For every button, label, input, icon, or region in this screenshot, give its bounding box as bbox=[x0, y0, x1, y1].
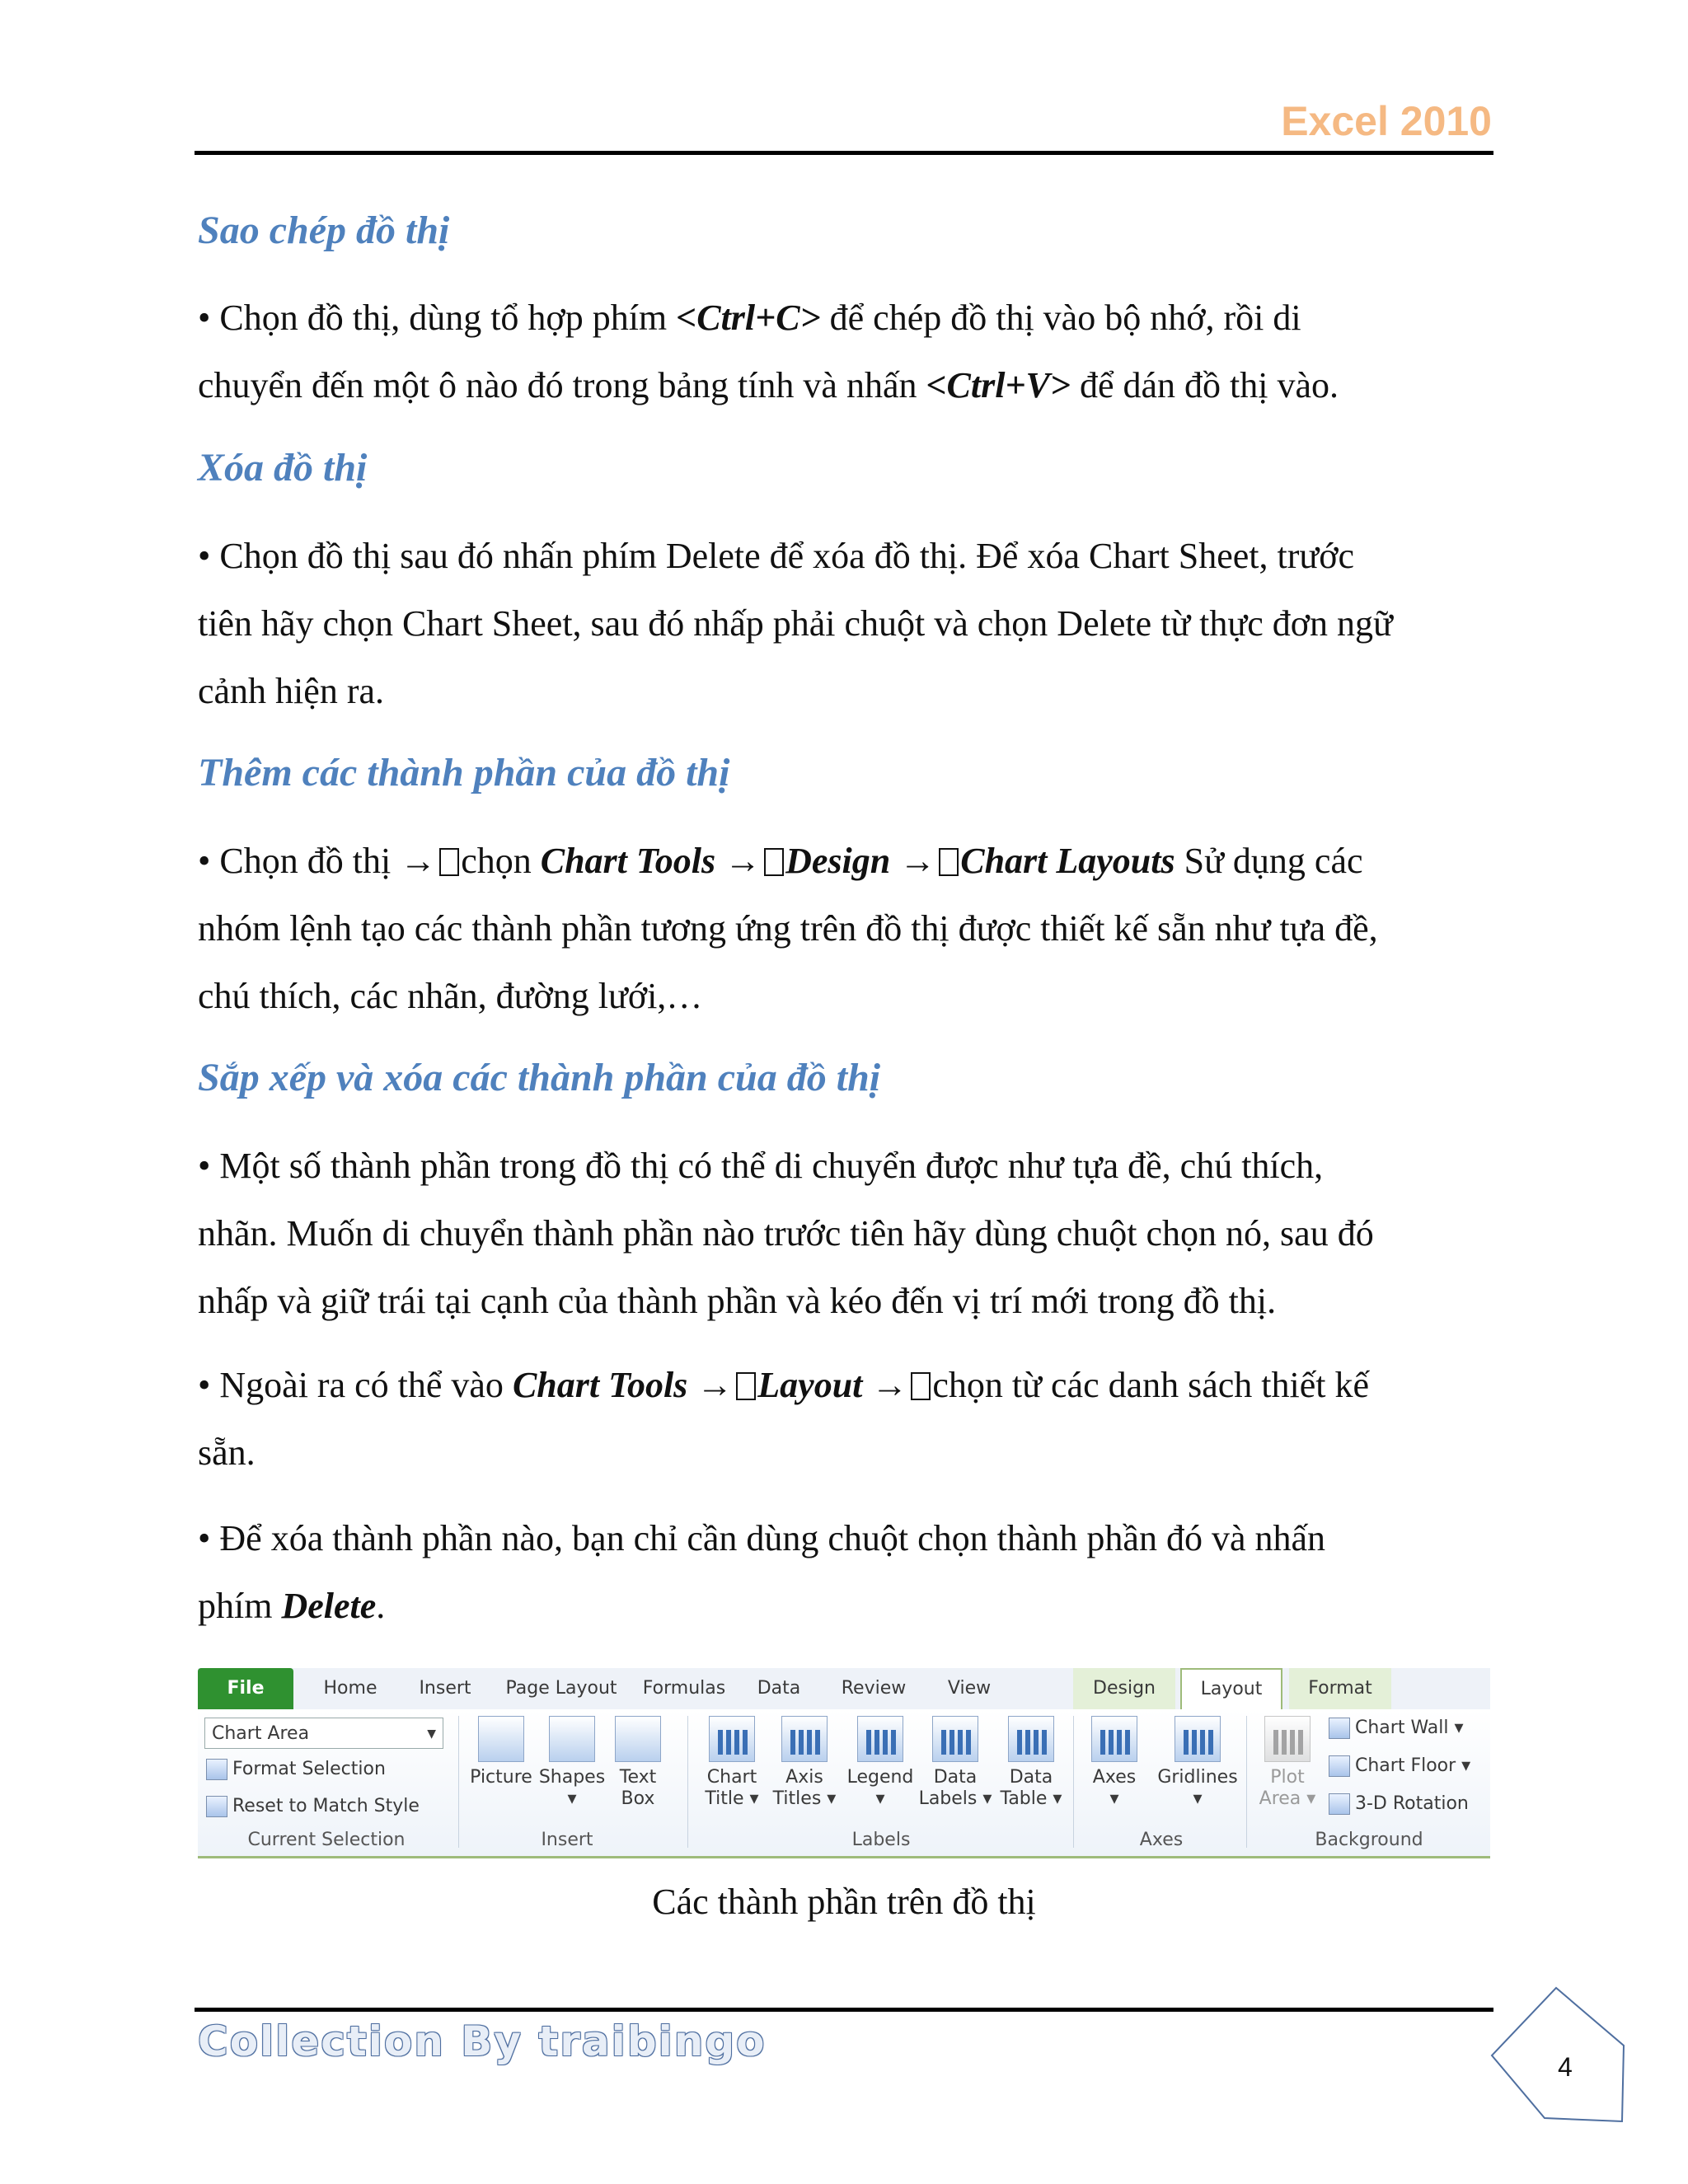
data-labels-button[interactable]: Data Labels ▾ bbox=[917, 1716, 994, 1810]
header-rule bbox=[195, 151, 1493, 155]
group-separator bbox=[687, 1716, 688, 1848]
legend-icon bbox=[857, 1716, 903, 1762]
chart-wall-button[interactable]: Chart Wall ▾ bbox=[1329, 1718, 1464, 1739]
paragraph-line: chuyển đến một ô nào đó trong bảng tính và nhấn <Ctrl+V> để dán đồ thị vào. bbox=[198, 365, 1339, 405]
text-box-icon bbox=[615, 1716, 661, 1762]
axes-icon bbox=[1091, 1716, 1137, 1762]
paragraph-line: sẵn. bbox=[198, 1432, 256, 1473]
paragraph-line: cảnh hiện ra. bbox=[198, 671, 384, 711]
data-labels-icon bbox=[932, 1716, 978, 1762]
section-heading: Xóa đồ thị bbox=[198, 446, 368, 490]
header-title: Excel 2010 bbox=[1281, 98, 1492, 144]
section-heading: Thêm các thành phần của đồ thị bbox=[198, 751, 730, 794]
chart-element-dropdown[interactable]: Chart Area ▼ bbox=[204, 1718, 443, 1749]
chevron-down-icon: ▼ bbox=[427, 1727, 436, 1741]
page-number: 4 bbox=[1558, 2052, 1573, 2082]
group-separator bbox=[1073, 1716, 1074, 1848]
axis-titles-icon bbox=[781, 1716, 828, 1762]
tab-layout[interactable]: Layout bbox=[1180, 1668, 1282, 1711]
group-label-insert: Insert bbox=[541, 1830, 593, 1850]
plot-area-button[interactable]: Plot Area ▾ bbox=[1254, 1716, 1320, 1810]
picture-icon bbox=[478, 1716, 524, 1762]
section-heading: Sao chép đồ thị bbox=[198, 209, 450, 252]
chart-title-button[interactable]: Chart Title ▾ bbox=[697, 1716, 767, 1810]
group-label-current-selection: Current Selection bbox=[247, 1830, 406, 1850]
group-label-labels: Labels bbox=[851, 1830, 911, 1850]
group-separator bbox=[1246, 1716, 1247, 1848]
chart-floor-icon bbox=[1329, 1755, 1350, 1777]
tab-home[interactable]: Home bbox=[323, 1678, 377, 1699]
paragraph-line: nhãn. Muốn di chuyển thành phần nào trước tiên hãy dùng chuột chọn nó, sau đó bbox=[198, 1213, 1374, 1254]
paragraph-line: • Chọn đồ thị, dùng tổ hợp phím <Ctrl+C> để chép đồ thị vào bộ nhớ, rồi di bbox=[198, 298, 1301, 338]
chart-floor-button[interactable]: Chart Floor ▾ bbox=[1329, 1755, 1470, 1777]
group-label-background: Background bbox=[1315, 1830, 1423, 1850]
tab-review[interactable]: Review bbox=[841, 1678, 907, 1699]
paragraph-line: nhóm lệnh tạo các thành phần tương ứng trên đồ thị được thiết kế sẵn như tựa đề, bbox=[198, 908, 1378, 949]
missing-glyph-box bbox=[736, 1372, 756, 1400]
data-table-icon bbox=[1008, 1716, 1054, 1762]
paragraph-line: chú thích, các nhãn, đường lưới,… bbox=[198, 976, 703, 1016]
excel-ribbon-image bbox=[198, 1668, 1490, 1856]
missing-glyph-box bbox=[439, 848, 459, 876]
picture-button[interactable]: Picture bbox=[467, 1716, 536, 1788]
paragraph-line: • Chọn đồ thị → chọn Chart Tools → Design → Chart Layouts Sử dụng các bbox=[198, 841, 1363, 881]
data-table-button[interactable]: Data Table ▾ bbox=[994, 1716, 1068, 1810]
tab-insert[interactable]: Insert bbox=[419, 1678, 471, 1699]
paragraph-line: nhấp và giữ trái tại cạnh của thành phần và kéo đến vị trí mới trong đồ thị. bbox=[198, 1281, 1277, 1321]
tab-page-layout[interactable]: Page Layout bbox=[505, 1678, 617, 1699]
gridlines-icon bbox=[1175, 1716, 1221, 1762]
text-box-button[interactable]: Text Box bbox=[608, 1716, 668, 1810]
paragraph-line: • Ngoài ra có thể vào Chart Tools → Layout → chọn từ các danh sách thiết kế bbox=[198, 1365, 1370, 1405]
chevron-down-icon: ▾ bbox=[1109, 1788, 1119, 1809]
axes-button[interactable]: Axes ▾ bbox=[1081, 1716, 1147, 1810]
figure-caption: Các thành phần trên đồ thị bbox=[652, 1882, 1036, 1922]
chevron-down-icon: ▾ bbox=[1193, 1788, 1203, 1809]
footer-text: Collection By traibingo bbox=[198, 2018, 767, 2065]
missing-glyph-box bbox=[939, 848, 959, 876]
chart-title-icon bbox=[709, 1716, 755, 1762]
format-selection-button[interactable]: Format Selection bbox=[206, 1759, 386, 1780]
chevron-down-icon: ▾ bbox=[567, 1788, 577, 1809]
paragraph-line: • Chọn đồ thị sau đó nhấn phím Delete để xóa đồ thị. Để xóa Chart Sheet, trước bbox=[198, 536, 1355, 576]
3d-rotation-button[interactable]: 3-D Rotation bbox=[1329, 1793, 1469, 1815]
footer-rule bbox=[195, 2008, 1493, 2012]
section-heading: Sắp xếp và xóa các thành phần của đồ thị bbox=[198, 1056, 881, 1099]
ribbon-panel bbox=[198, 1709, 1490, 1858]
axis-titles-button[interactable]: Axis Titles ▾ bbox=[770, 1716, 839, 1810]
shapes-icon bbox=[549, 1716, 595, 1762]
paragraph-line: tiên hãy chọn Chart Sheet, sau đó nhấp phải chuột và chọn Delete từ thực đơn ngữ bbox=[198, 603, 1393, 644]
legend-button[interactable]: Legend ▾ bbox=[842, 1716, 918, 1810]
chevron-down-icon: ▾ bbox=[875, 1788, 885, 1809]
paragraph-line: phím Delete. bbox=[198, 1586, 386, 1626]
tab-data[interactable]: Data bbox=[757, 1678, 801, 1699]
tab-view[interactable]: View bbox=[947, 1678, 992, 1699]
format-selection-icon bbox=[206, 1759, 227, 1780]
paragraph-line: • Để xóa thành phần nào, bạn chỉ cần dùng chuột chọn thành phần đó và nhấn bbox=[198, 1518, 1326, 1558]
tab-design[interactable]: Design bbox=[1073, 1668, 1175, 1709]
3d-rotation-icon bbox=[1329, 1793, 1350, 1815]
group-label-axes: Axes bbox=[1139, 1830, 1184, 1850]
tab-format[interactable]: Format bbox=[1289, 1668, 1391, 1709]
tab-file[interactable]: File bbox=[198, 1668, 293, 1709]
missing-glyph-box bbox=[911, 1372, 931, 1400]
plot-area-icon bbox=[1264, 1716, 1311, 1762]
gridlines-button[interactable]: Gridlines ▾ bbox=[1154, 1716, 1241, 1810]
shapes-button[interactable]: Shapes ▾ bbox=[537, 1716, 607, 1810]
reset-to-match-style-button[interactable]: Reset to Match Style bbox=[206, 1796, 420, 1817]
paragraph-line: • Một số thành phần trong đồ thị có thể di chuyển được như tựa đề, chú thích, bbox=[198, 1146, 1324, 1186]
reset-style-icon bbox=[206, 1796, 227, 1817]
chart-wall-icon bbox=[1329, 1718, 1350, 1739]
ribbon-tab-bar bbox=[198, 1668, 1490, 1711]
tab-formulas[interactable]: Formulas bbox=[642, 1678, 726, 1699]
missing-glyph-box bbox=[764, 848, 784, 876]
group-separator bbox=[458, 1716, 459, 1848]
